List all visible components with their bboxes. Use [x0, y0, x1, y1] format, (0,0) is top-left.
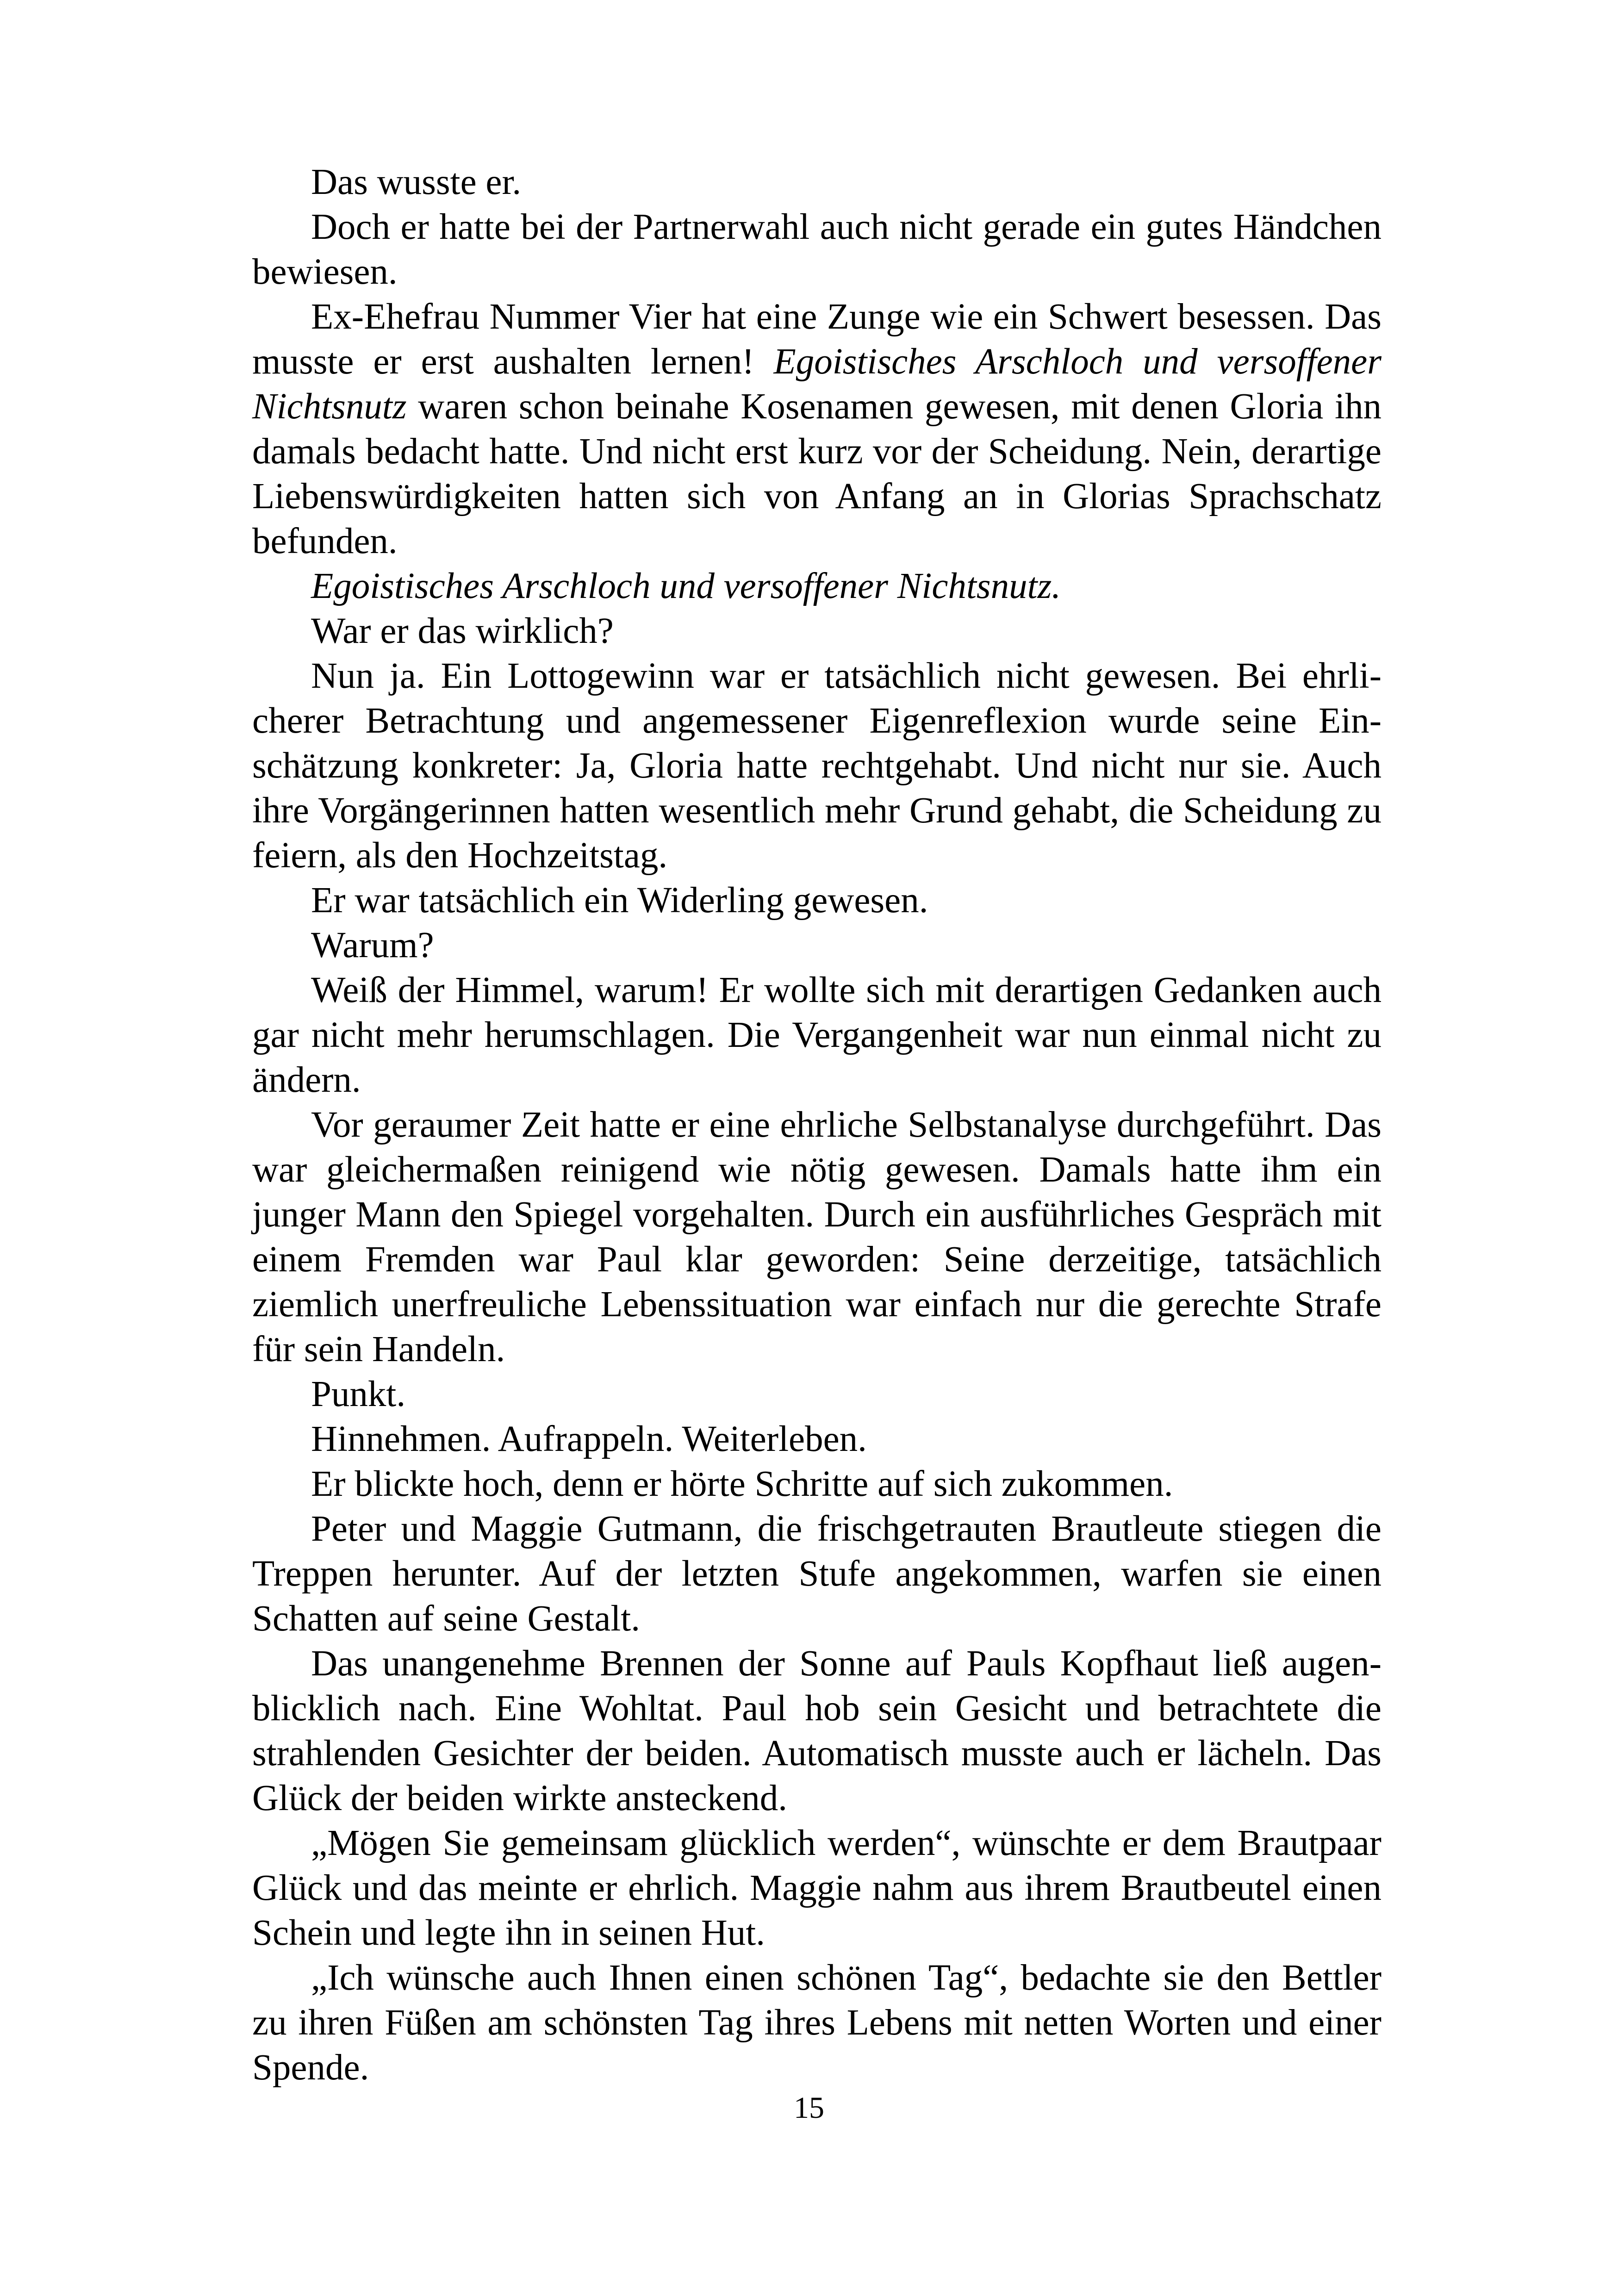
paragraph: [252, 1641, 1382, 1821]
paragraph-text: Hinnehmen. Aufrappeln. Weiterleben.: [311, 1419, 867, 1459]
body-text: [252, 160, 1382, 2090]
paragraph-emphasis: Egoistisches Arschloch und versoffener Nichtsnutz: [252, 342, 1382, 427]
paragraph: [252, 1372, 1382, 1417]
paragraph: [252, 1506, 1382, 1641]
paragraph-text: „Ich wünsche auch Ihnen einen schönen Tag“, bedachte sie den Bettler zu ihren Füßen am schönsten Tag ihres Lebens mit netten Worten und einer Spende.: [252, 1958, 1382, 2088]
paragraph-text: waren schon beinahe Kosenamen gewesen, mit denen Gloria ihn damals bedacht hatte. Und nicht erst kurz vor der Scheidung. Nein, derartige Liebenswürdigkeiten hatten sich von Anfang an in Glorias Sprachschatz befunden.: [252, 386, 1382, 561]
paragraph: [252, 1462, 1382, 1506]
paragraph: [252, 205, 1382, 294]
paragraph-text: Das unangenehme Brennen der Sonne auf Pauls Kopfhaut ließ augenblicklich nach. Eine Wohltat. Paul hob sein Gesicht und betrachtete die strahlenden Gesichter der beiden. Automatisch musste auch er lächeln. Das Glück der beiden wirkte ansteckend.: [252, 1643, 1382, 1818]
paragraph-text: Doch er hatte bei der Partnerwahl auch nicht gerade ein gutes Händchen bewiesen.: [252, 207, 1382, 292]
paragraph: [252, 294, 1382, 564]
paragraph-text: Er blickte hoch, denn er hörte Schritte auf sich zukommen.: [311, 1464, 1173, 1504]
paragraph: [252, 1821, 1382, 1955]
paragraph-text: Ex-Ehefrau Nummer Vier hat eine Zunge wie ein Schwert besessen. Das musste er erst aushalten lernen!: [252, 297, 1382, 382]
paragraph-text: Vor geraumer Zeit hatte er eine ehrliche Selbstanalyse durchgeführt. Das war gleichermaßen reinigend wie nötig gewesen. Damals hatte ihm ein junger Mann den Spiegel vorgehalten. Durch ein ausführliches Gespräch mit einem Fremden war Paul klar geworden: Seine derzeitige, tatsächlich ziemlich unerfreuliche Lebenssituation war einfach nur die gerechte Strafe für sein Handeln.: [252, 1105, 1382, 1369]
paragraph: [252, 160, 1382, 205]
paragraph: [252, 564, 1382, 609]
page-number: 15: [794, 2091, 824, 2125]
paragraph-text: Er war tatsächlich ein Widerling gewesen.: [311, 880, 928, 921]
paragraph-text: Weiß der Himmel, warum! Er wollte sich mit derartigen Gedanken auch gar nicht mehr herumschlagen. Die Vergangenheit war nun einmal nicht zu ändern.: [252, 970, 1382, 1100]
paragraph: [252, 923, 1382, 968]
paragraph-text: Warum?: [311, 925, 434, 965]
paragraph: [252, 878, 1382, 923]
paragraph-text: Nun ja. Ein Lottogewinn war er tatsächlich nicht gewesen. Bei ehrlicherer Betrachtung und angemessener Eigenreflexion wurde seine Einschätzung konkreter: Ja, Gloria hatte rechtgehabt. Und nicht nur sie. Auch ihre Vorgängerinnen hatten wesentlich mehr Grund gehabt, die Scheidung zu feiern, als den Hochzeitstag.: [252, 656, 1382, 876]
paragraph: [252, 609, 1382, 653]
paragraph-text: War er das wirklich?: [311, 611, 614, 651]
paragraph: [252, 968, 1382, 1102]
paragraph: [252, 1417, 1382, 1462]
paragraph-text: „Mögen Sie gemeinsam glücklich werden“, wünschte er dem Brautpaar Glück und das meinte er ehrlich. Maggie nahm aus ihrem Brautbeutel einen Schein und legte ihn in seinen Hut.: [252, 1823, 1382, 1953]
paragraph-text: Peter und Maggie Gutmann, die frischgetrauten Brautleute stiegen die Treppen herunter. Auf der letzten Stufe angekommen, warfen sie einen Schatten auf seine Gestalt.: [252, 1509, 1382, 1639]
paragraph: [252, 1955, 1382, 2090]
paragraph-text: Das wusste er.: [311, 162, 522, 202]
paragraph: [252, 653, 1382, 878]
paragraph-text: Punkt.: [311, 1374, 406, 1414]
paragraph-emphasis: Egoistisches Arschloch und versoffener Nichtsnutz.: [311, 566, 1061, 606]
paragraph: [252, 1102, 1382, 1372]
